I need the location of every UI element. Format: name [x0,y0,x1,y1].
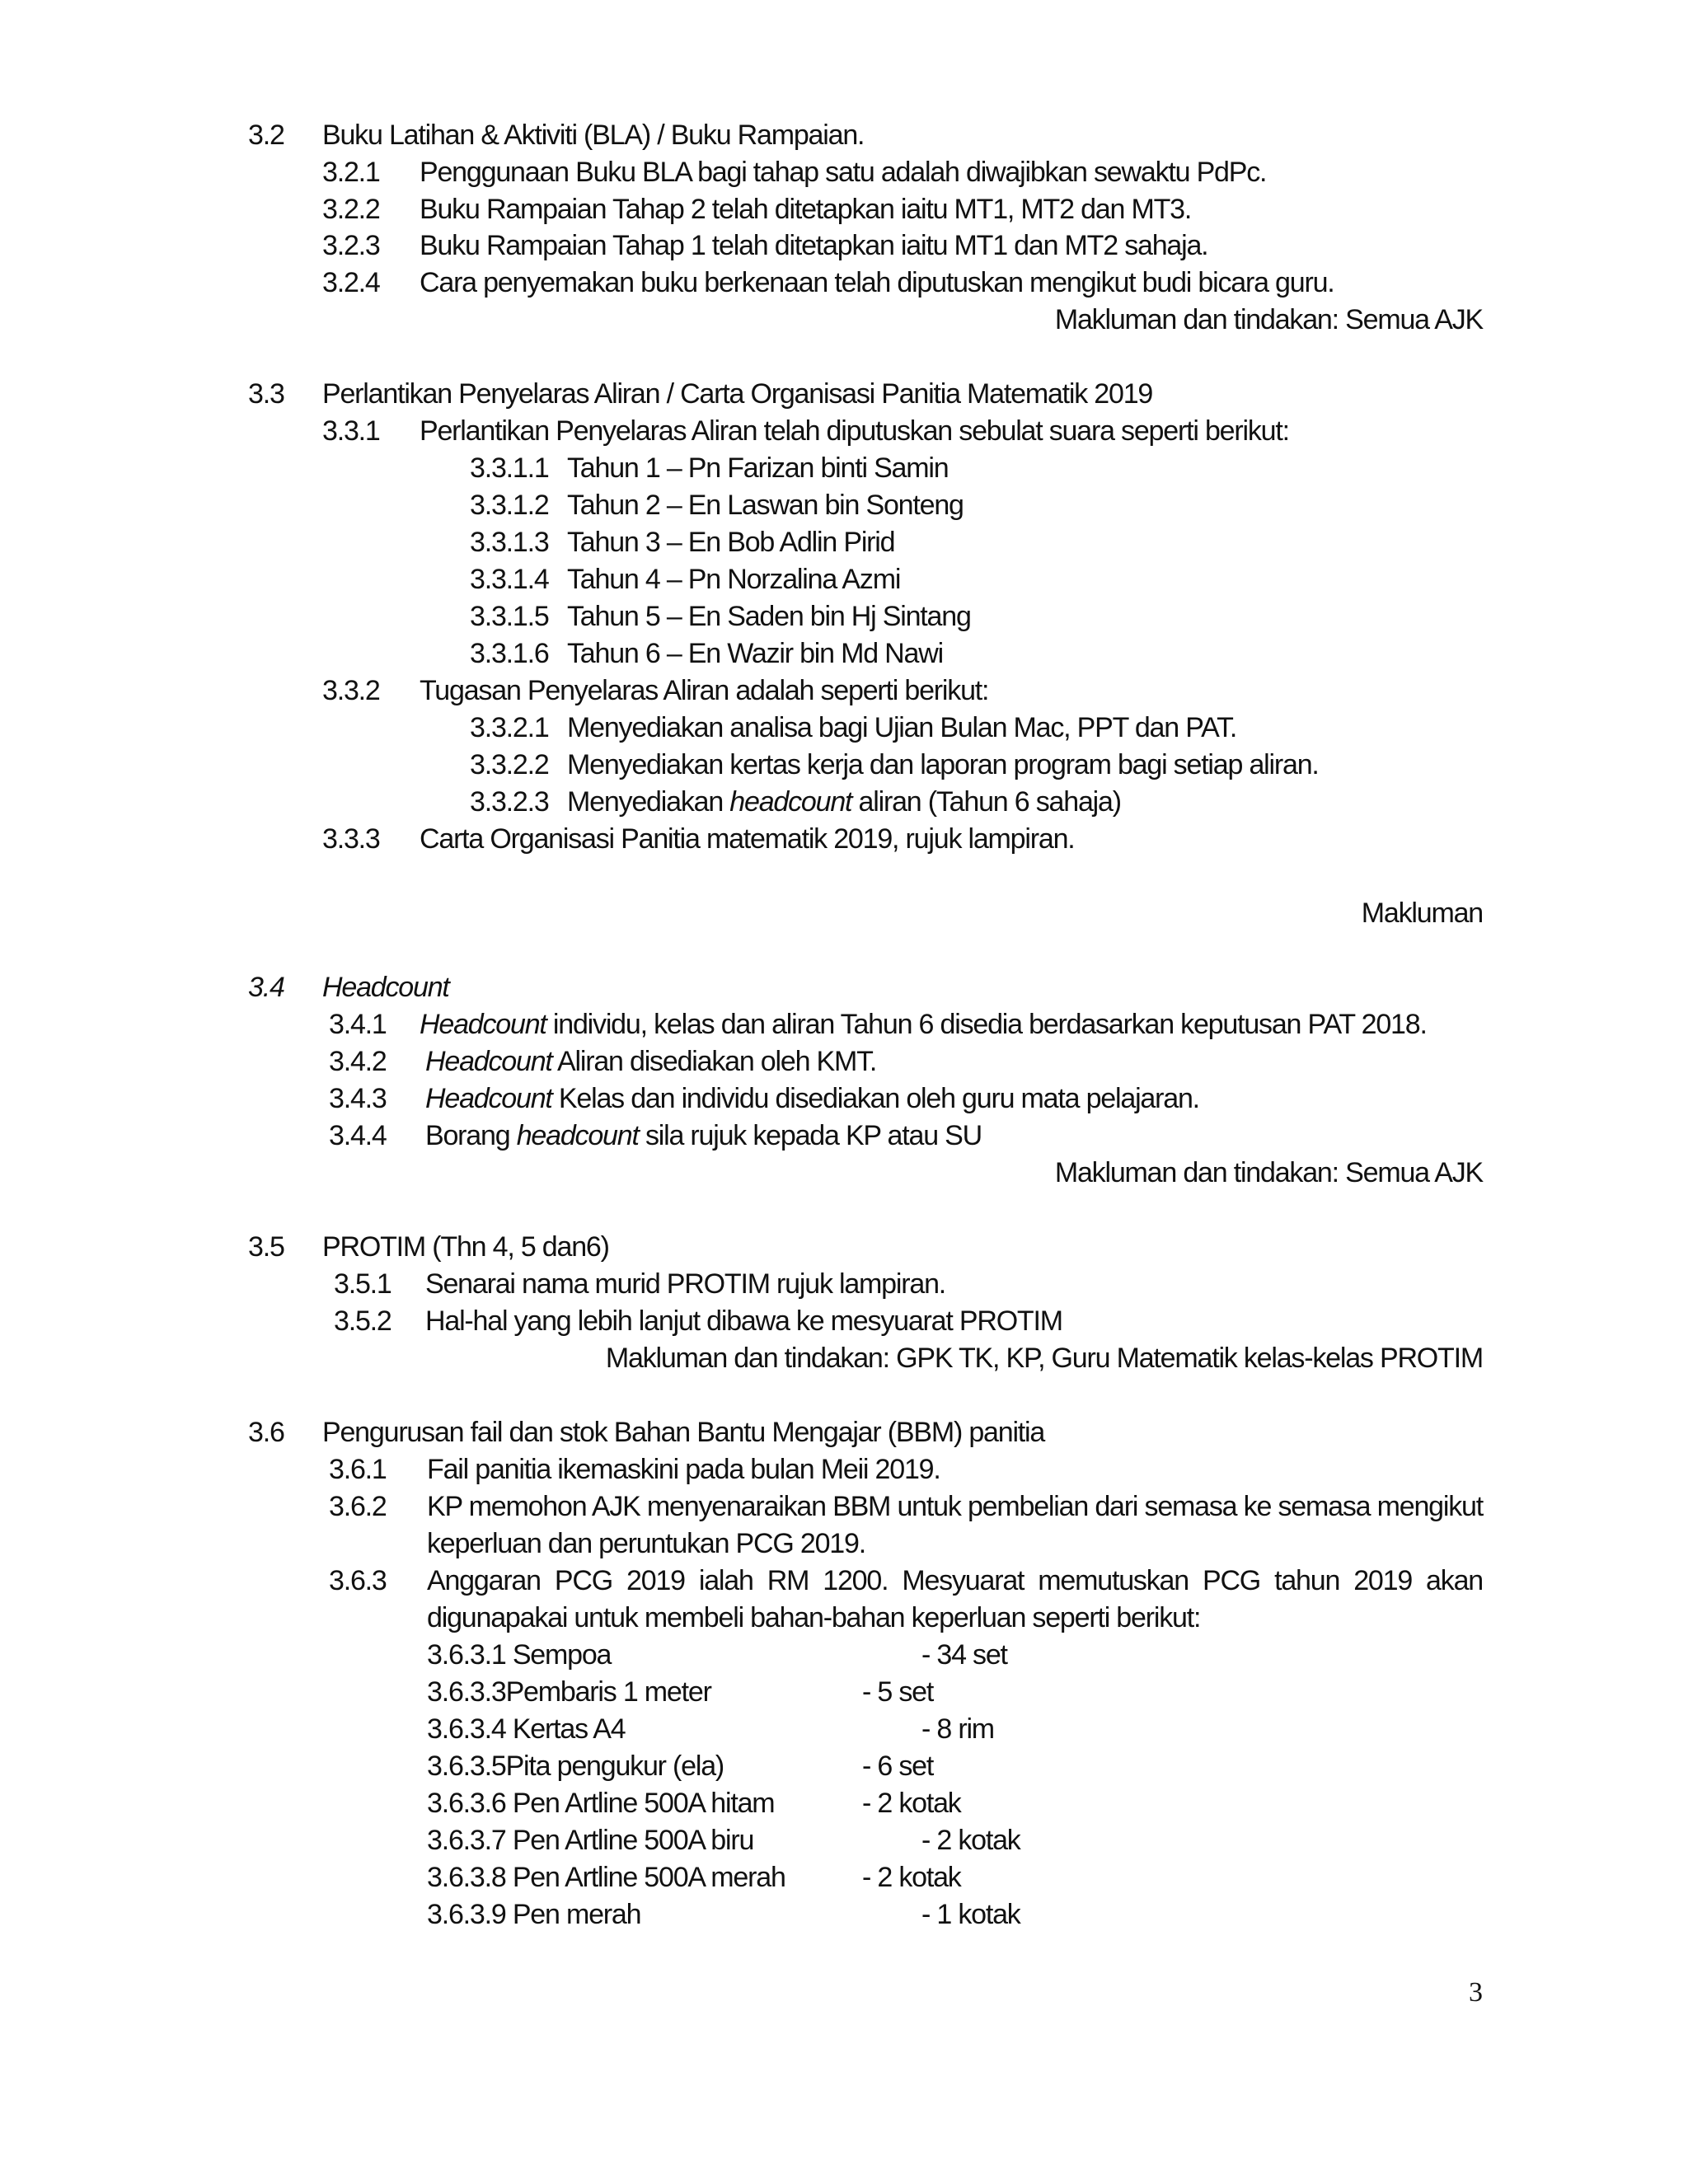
text-fragment: Aliran disediakan oleh KMT. [551,1046,877,1077]
list-item-qty: - 6 set [862,1750,934,1782]
action-note: Makluman dan tindakan: GPK TK, KP, Guru Matematik kelas-kelas PROTIM [605,1343,1483,1374]
item-text-line: digunapakai untuk membeli bahan-bahan keperluan seperti berikut: [427,1602,1201,1633]
list-item-label: 3.6.3.7 Pen Artline 500A biru [427,1825,754,1856]
emphasis-text: Headcount [425,1046,552,1077]
item-number: 3.4.4 [329,1120,387,1151]
emphasis-text: headcount [516,1120,639,1151]
item-text: Perlantikan Penyelaras Aliran telah diputuskan sebulat suara seperti berikut: [420,415,1289,447]
subitem-text: Menyediakan kertas kerja dan laporan program bagi setiap aliran. [567,749,1319,780]
subitem-text: Tahun 5 – En Saden bin Hj Sintang [567,601,971,632]
subitem-text: Tahun 3 – En Bob Adlin Pirid [567,527,895,558]
subitem-number: 3.3.1.3 [470,527,549,558]
section-number: 3.5 [248,1231,284,1263]
item-number: 3.3.1 [322,415,380,447]
item-text: Cara penyemakan buku berkenaan telah diputuskan mengikut budi bicara guru. [420,267,1334,298]
section-title: Pengurusan fail dan stok Bahan Bantu Mengajar (BBM) panitia [322,1417,1045,1448]
item-text: Carta Organisasi Panitia matematik 2019, rujuk lampiran. [420,823,1075,855]
item-text: Senarai nama murid PROTIM rujuk lampiran. [425,1268,946,1300]
list-item-label: 3.6.3.4 Kertas A4 [427,1713,626,1745]
subitem-number: 3.3.1.4 [470,564,549,595]
item-text [425,1082,1199,1115]
subitem-number: 3.3.2.3 [470,786,549,818]
item-number: 3.6.1 [329,1454,387,1485]
list-item-qty: - 2 kotak [862,1862,961,1893]
subitem-text: Tahun 2 – En Laswan bin Sonteng [567,490,964,521]
text-fragment: sila rujuk kepada KP atau SU [638,1120,982,1151]
section-number: 3.6 [248,1417,284,1448]
item-number: 3.4.3 [329,1083,387,1114]
list-item-label: 3.6.3.9 Pen merah [427,1899,641,1930]
text-fragment: Menyediakan [567,786,730,818]
text-fragment: aliran (Tahun 6 sahaja) [851,786,1121,818]
item-text-line: keperluan dan peruntukan PCG 2019. [427,1528,865,1559]
item-number: 3.5.1 [334,1268,392,1300]
list-item-label: 3.6.3.3Pembaris 1 meter [427,1676,711,1708]
item-text: Hal-hal yang lebih lanjut dibawa ke mesyuarat PROTIM [425,1305,1062,1337]
subitem-number: 3.3.2.2 [470,749,549,780]
subitem-text: Tahun 4 – Pn Norzalina Azmi [567,564,901,595]
subitem-number: 3.3.1.2 [470,490,549,521]
section-title: PROTIM (Thn 4, 5 dan6) [322,1231,609,1263]
section-number: 3.2 [248,120,284,151]
text-fragment: individu, kelas dan aliran Tahun 6 disedia berdasarkan keputusan PAT 2018. [546,1009,1427,1040]
emphasis-text: headcount [729,786,852,818]
action-note: Makluman dan tindakan: Semua AJK [1054,1157,1483,1188]
subitem-text: Menyediakan analisa bagi Ujian Bulan Mac, PPT dan PAT. [567,712,1237,743]
list-item-qty: - 1 kotak [921,1899,1020,1930]
subitem-number: 3.3.1.6 [470,638,549,669]
list-item-label: 3.6.3.5Pita pengukur (ela) [427,1750,724,1782]
item-number: 3.4.1 [329,1009,387,1040]
subitem-text: Tahun 1 – Pn Farizan binti Samin [567,452,949,484]
section-title: Buku Latihan & Aktiviti (BLA) / Buku Rampaian. [322,120,865,151]
item-text [425,1119,982,1152]
subitem-number: 3.3.1.1 [470,452,549,484]
item-text-line: Anggaran PCG 2019 ialah RM 1200. Mesyuarat memutuskan PCG tahun 2019 akan [427,1565,1483,1596]
subitem-number: 3.3.1.5 [470,601,549,632]
item-text [425,1045,876,1078]
item-text: Tugasan Penyelaras Aliran adalah seperti berikut: [420,675,989,706]
item-number: 3.4.2 [329,1046,387,1077]
action-note: Makluman [1361,898,1483,929]
item-number: 3.5.2 [334,1305,392,1337]
text-fragment: Kelas dan individu disediakan oleh guru mata pelajaran. [551,1083,1199,1114]
list-item-qty: - 2 kotak [862,1788,961,1819]
section-title: Headcount [322,972,449,1003]
item-number: 3.3.3 [322,823,380,855]
section-title: Perlantikan Penyelaras Aliran / Carta Organisasi Panitia Matematik 2019 [322,378,1153,410]
list-item-qty: - 2 kotak [921,1825,1020,1856]
item-number: 3.2.3 [322,230,380,261]
section-number: 3.4 [248,972,284,1003]
section-number: 3.3 [248,378,284,410]
text-fragment: Borang [425,1120,517,1151]
subitem-text: Tahun 6 – En Wazir bin Md Nawi [567,638,943,669]
item-text: Buku Rampaian Tahap 1 telah ditetapkan iaitu MT1 dan MT2 sahaja. [420,230,1208,261]
subitem-number: 3.3.2.1 [470,712,549,743]
page-number: 3 [1469,1977,1483,2008]
item-number: 3.2.2 [322,194,380,225]
list-item-qty: - 5 set [862,1676,934,1708]
list-item-label: 3.6.3.6 Pen Artline 500A hitam [427,1788,775,1819]
emphasis-text: Headcount [425,1083,552,1114]
list-item-label: 3.6.3.8 Pen Artline 500A merah [427,1862,785,1893]
item-number: 3.3.2 [322,675,380,706]
list-item-qty: - 34 set [921,1639,1007,1671]
item-text: Buku Rampaian Tahap 2 telah ditetapkan iaitu MT1, MT2 dan MT3. [420,194,1192,225]
item-number: 3.6.3 [329,1565,387,1596]
list-item-label: 3.6.3.1 Sempoa [427,1639,612,1671]
item-text [420,1008,1427,1041]
action-note: Makluman dan tindakan: Semua AJK [1054,304,1483,335]
list-item-qty: - 8 rim [921,1713,994,1745]
item-text: Fail panitia ikemaskini pada bulan Meii 2019. [427,1454,940,1485]
subitem-text [567,785,1121,818]
item-number: 3.2.4 [322,267,380,298]
item-text-line: KP memohon AJK menyenaraikan BBM untuk pembelian dari semasa ke semasa mengikut [427,1491,1483,1522]
emphasis-text: Headcount [420,1009,546,1040]
item-text: Penggunaan Buku BLA bagi tahap satu adalah diwajibkan sewaktu PdPc. [420,157,1267,188]
item-number: 3.2.1 [322,157,380,188]
item-number: 3.6.2 [329,1491,387,1522]
